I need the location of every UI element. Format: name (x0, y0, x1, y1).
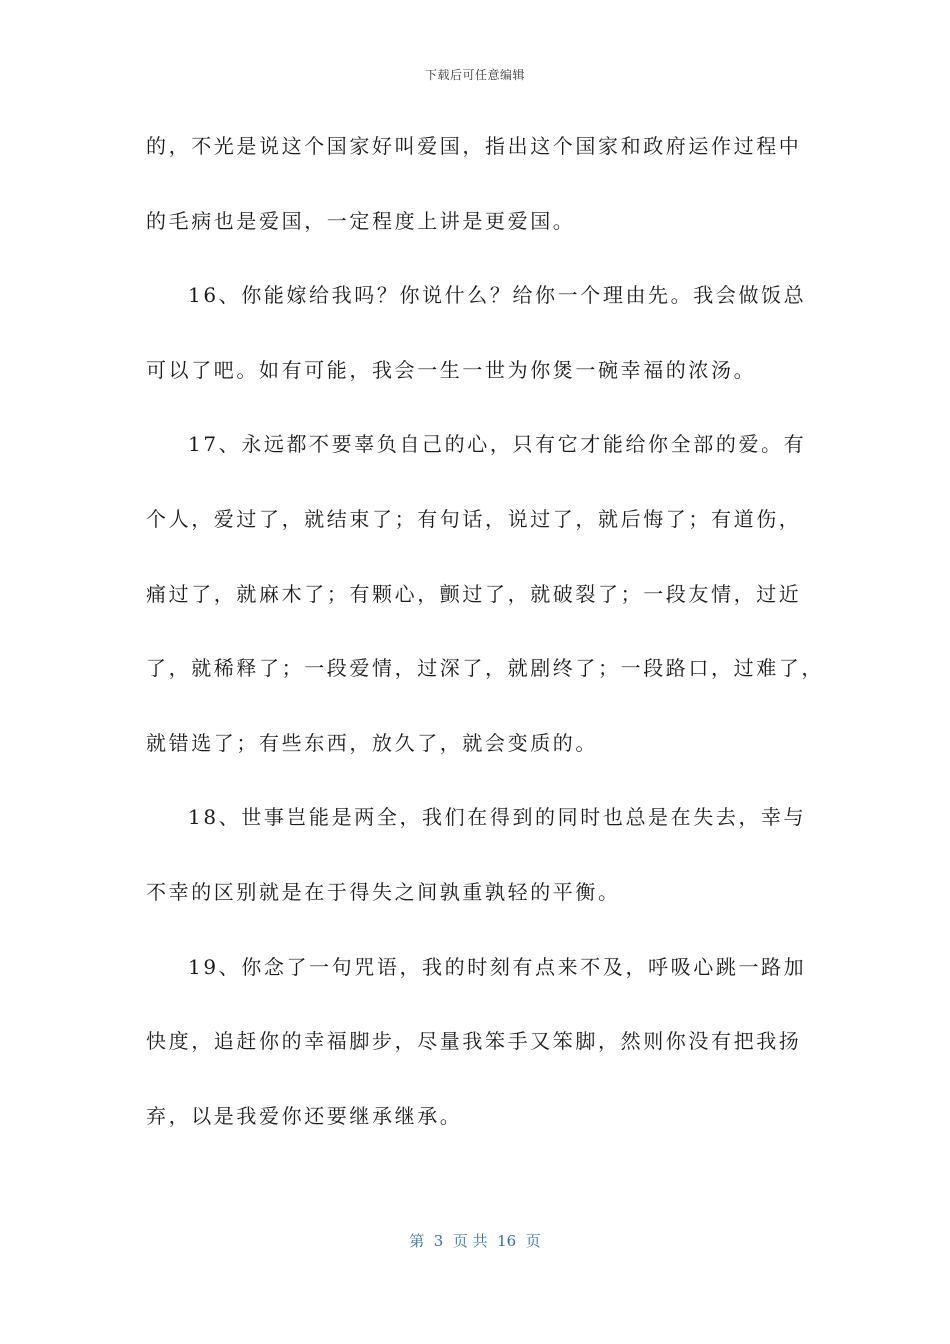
text-line-3: 16、你能嫁给我吗？你说什么？给你一个理由先。我会做饭总 (188, 283, 807, 308)
text-line-12: 19、你念了一句咒语，我的时刻有点来不及，呼吸心跳一路加 (188, 954, 807, 979)
text-line-4: 可以了吧。如有可能，我会一生一世为你煲一碗幸福的浓汤。 (146, 357, 757, 382)
text-line-13: 快度，追赶你的幸福脚步，尽量我笨手又笨脚，然则你没有把我扬 (146, 1029, 802, 1054)
text-line-14: 弃，以是我爱你还要继承继承。 (146, 1103, 463, 1128)
page-header: 下载后可任意编辑 (424, 68, 525, 82)
document-body (146, 128, 824, 1172)
text-line-1: 的，不光是说这个国家好叫爱国，指出这个国家和政府运作过程中 (146, 134, 802, 158)
text-line-6: 个人，爱过了，就结束了；有句话，说过了，就后悔了；有道伤， (146, 506, 802, 531)
text-line-11: 不幸的区别就是在于得失之间孰重孰轻的平衡。 (146, 879, 621, 904)
text-line-10: 18、世事岂能是两全，我们在得到的同时也总是在失去，幸与 (188, 805, 807, 830)
text-line-5: 17、永远都不要辜负自己的心，只有它才能给你全部的爱。有 (188, 432, 807, 457)
text-line-8: 了，就稀释了；一段爱情，过深了，就剧终了；一段路口，过难了， (146, 656, 824, 681)
text-line-2: 的毛病也是爱国，一定程度上讲是更爱国。 (146, 208, 576, 233)
text-line-9: 就错选了；有些东西，放久了，就会变质的。 (146, 730, 598, 755)
page-footer: 第 3 页 共 16 页 (409, 1232, 541, 1250)
text-line-7: 痛过了，就麻木了；有颗心，颤过了，就破裂了；一段友情，过近 (146, 581, 802, 606)
